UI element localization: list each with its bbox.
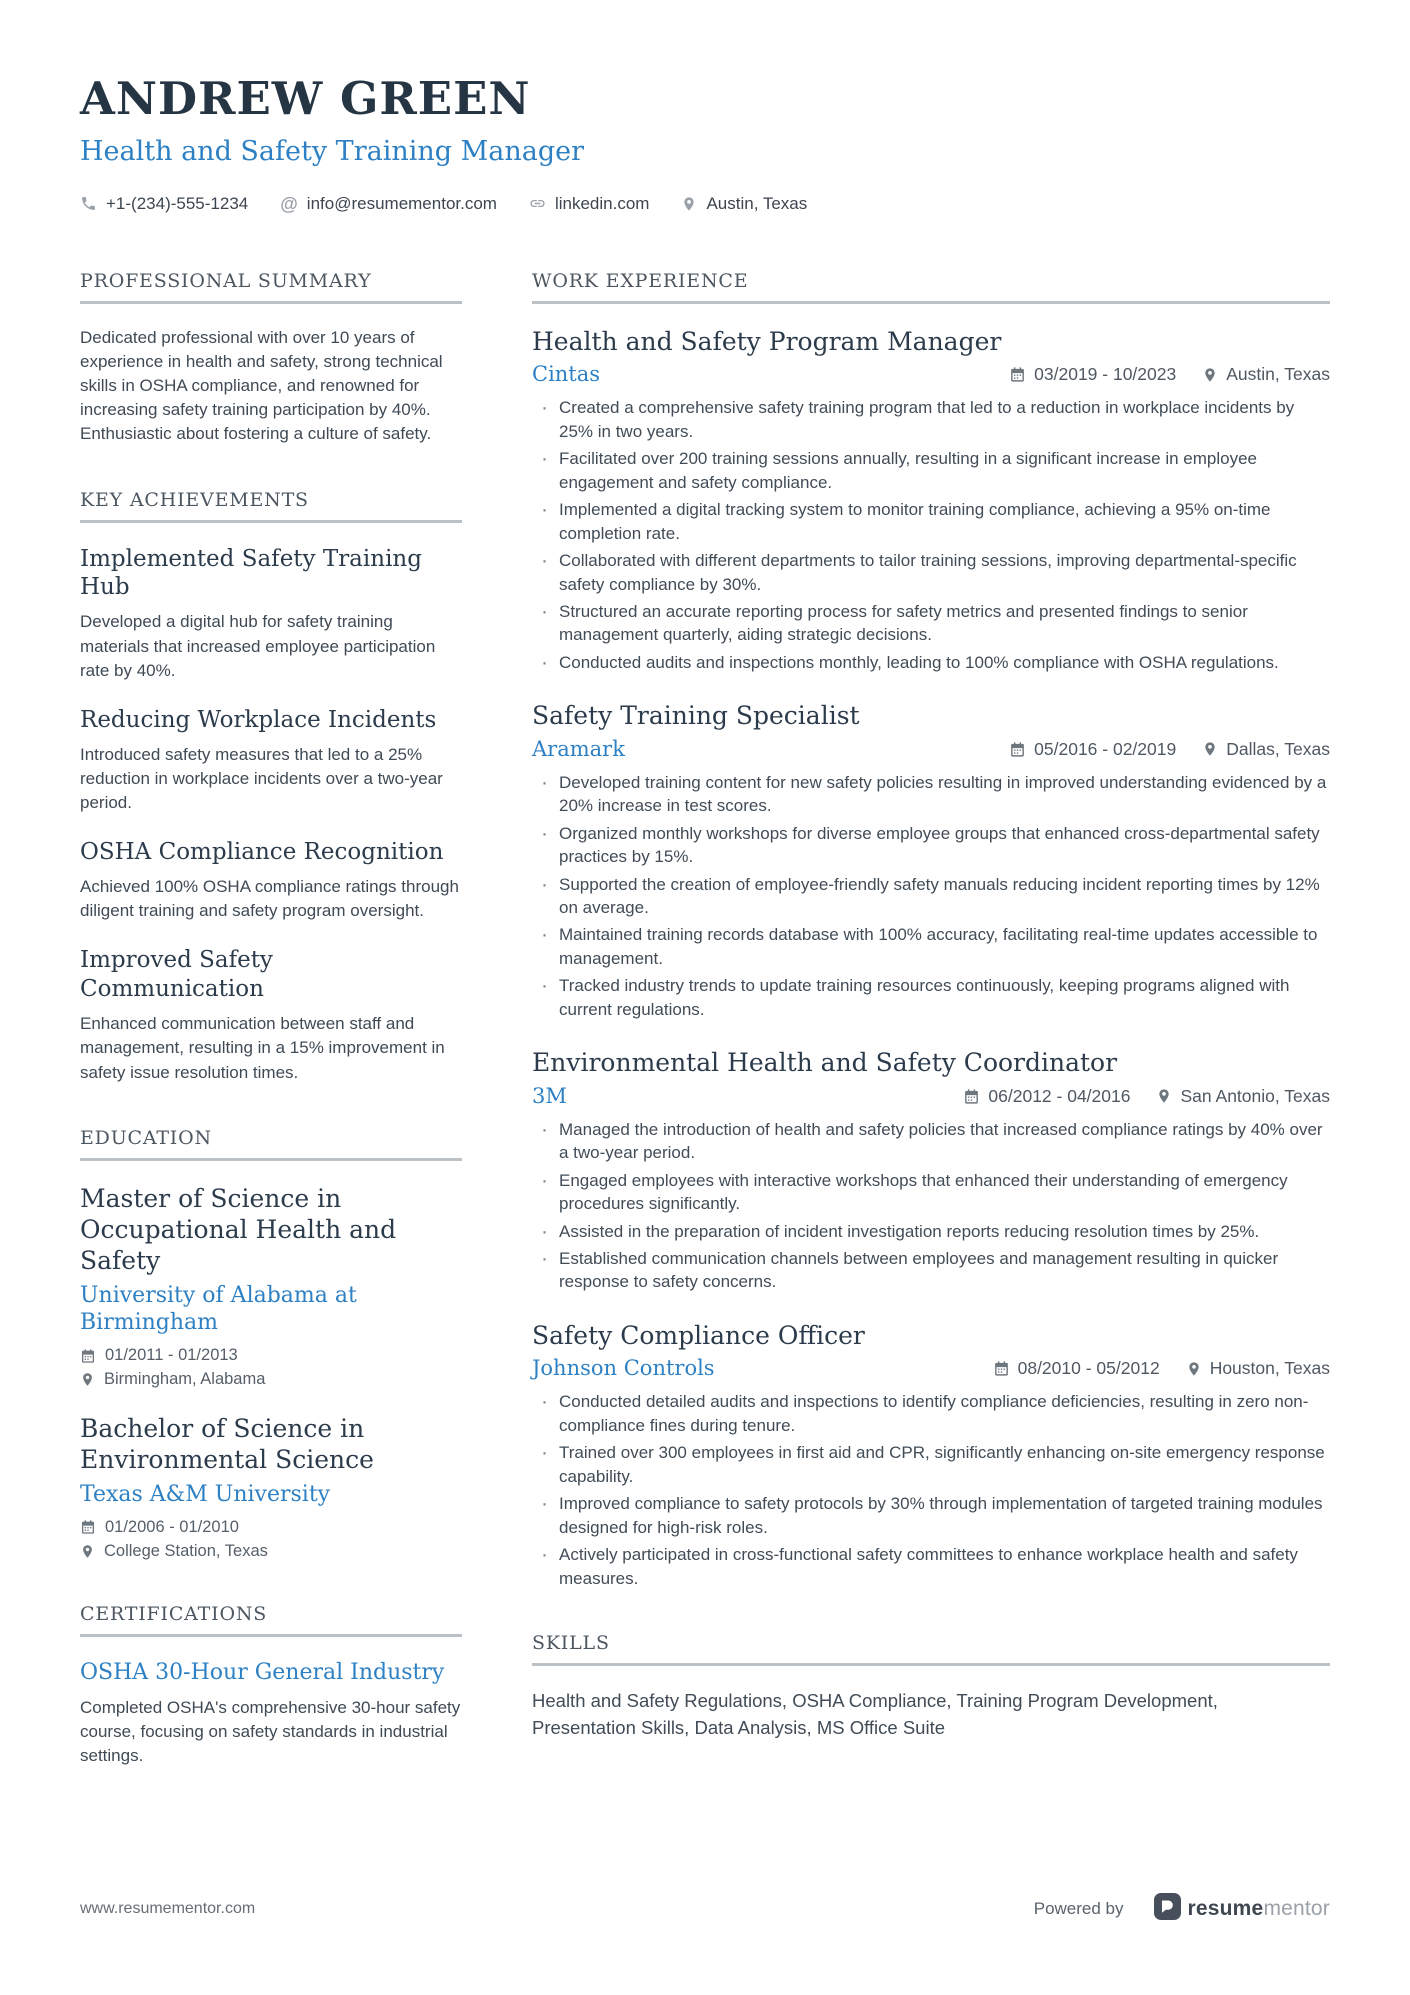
- summary-heading: PROFESSIONAL SUMMARY: [80, 270, 462, 304]
- job-bullet: · Facilitated over 200 training sessions annually, resulting in a significant increase in employee engagement and safety compliance.: [532, 447, 1330, 494]
- job-dates: 06/2012 - 04/2016: [988, 1085, 1131, 1106]
- education-school: Texas A&M University: [80, 1482, 331, 1508]
- calendar-icon: [963, 1088, 980, 1105]
- calendar-icon: [80, 1348, 96, 1364]
- job-entry: [532, 1320, 1330, 1590]
- education-location: Birmingham, Alabama: [104, 1370, 266, 1389]
- job-meta-row: [532, 362, 1330, 387]
- certification-item: [80, 1659, 462, 1768]
- achievement-title: Implemented Safety Training Hub: [80, 545, 422, 601]
- job-bullet: · Supported the creation of employee-friendly safety manuals reducing incident reporting times by 12% on average.: [532, 873, 1330, 920]
- job-bullet: · Implemented a digital tracking system to monitor training compliance, achieving a 95% on-time completion rate.: [532, 498, 1330, 545]
- achievement-title: Improved Safety Communication: [80, 947, 273, 1003]
- job-bullet: · Trained over 300 employees in first aid and CPR, significantly enhancing on-site emergency response capability.: [532, 1441, 1330, 1488]
- job-dates-chunk: [993, 1358, 1160, 1379]
- job-entry: [532, 326, 1330, 674]
- job-bullet: · Assisted in the preparation of incident investigation reports reducing resolution times by 25%.: [532, 1220, 1330, 1243]
- achievement-title: Reducing Workplace Incidents: [80, 706, 437, 733]
- left-column: [80, 270, 462, 1810]
- education-location-row: [80, 1542, 462, 1561]
- job-title: Environmental Health and Safety Coordinator: [532, 1048, 1118, 1078]
- job-dates: 05/2016 - 02/2019: [1034, 738, 1177, 759]
- achievement-item: [80, 946, 462, 1084]
- contact-email[interactable]: [280, 194, 497, 214]
- link-icon: [529, 195, 546, 212]
- job-entry: [532, 1047, 1330, 1294]
- role-title: Health and Safety Training Manager: [80, 135, 585, 167]
- job-title: Health and Safety Program Manager: [532, 326, 1002, 356]
- education-list: [80, 1183, 462, 1561]
- header: [0, 0, 1410, 214]
- job-title: Safety Compliance Officer: [532, 1320, 865, 1350]
- job-location-chunk: [1156, 1086, 1330, 1107]
- education-item: [80, 1183, 462, 1389]
- job-bullet: · Created a comprehensive safety training program that led to a reduction in workplace incidents by 25% in two years.: [532, 396, 1330, 443]
- logo-text-light: mentor: [1263, 1897, 1330, 1920]
- location-icon: [80, 1544, 95, 1559]
- calendar-icon: [80, 1519, 96, 1535]
- contact-linkedin[interactable]: [529, 194, 650, 214]
- job-bullets: [532, 396, 1330, 674]
- job-bullet: · Improved compliance to safety protocols by 30% through implementation of targeted training modules designed for high-risk roles.: [532, 1492, 1330, 1539]
- job-entry: [532, 700, 1330, 1021]
- job-meta-right: [993, 1358, 1330, 1379]
- skills-heading: SKILLS: [532, 1632, 1330, 1666]
- job-meta-right: [1009, 364, 1330, 385]
- education-dates: 01/2011 - 01/2013: [105, 1346, 238, 1365]
- education-dates-row: [80, 1518, 462, 1537]
- job-meta-row: [532, 737, 1330, 762]
- section-skills: [532, 1632, 1330, 1742]
- job-location: Dallas, Texas: [1226, 738, 1330, 759]
- job-location: Austin, Texas: [1226, 364, 1330, 385]
- job-bullet: · Managed the introduction of health and safety policies that increased compliance ratings by 40% over a two-year period.: [532, 1118, 1330, 1165]
- education-item: [80, 1413, 462, 1561]
- job-bullet: · Conducted audits and inspections monthly, leading to 100% compliance with OSHA regulations.: [532, 651, 1330, 674]
- achievement-text: Developed a digital hub for safety training materials that increased employee participation rate by 40%.: [80, 612, 436, 680]
- right-column: [532, 270, 1330, 1784]
- education-location-row: [80, 1370, 462, 1389]
- job-dates: 08/2010 - 05/2012: [1017, 1358, 1160, 1379]
- at-icon: @: [280, 193, 298, 214]
- education-heading: EDUCATION: [80, 1127, 462, 1161]
- section-work-experience: [532, 270, 1330, 1590]
- calendar-icon: [1009, 741, 1026, 758]
- job-bullet: · Collaborated with different departments to tailor training sessions, improving departmental-specific safety compliance by 30%.: [532, 549, 1330, 596]
- contact-phone[interactable]: [80, 194, 248, 214]
- calendar-icon: [1009, 366, 1026, 383]
- job-bullet: · Developed training content for new safety policies resulting in improved understanding evidenced by a 20% increase in test scores.: [532, 771, 1330, 818]
- job-meta-right: [963, 1086, 1330, 1107]
- job-bullet: · Actively participated in cross-functional safety committees to enhance workplace health and safety measures.: [532, 1543, 1330, 1590]
- job-bullet: · Conducted detailed audits and inspections to identify compliance deficiencies, resulting in zero non-compliance fines during tenure.: [532, 1390, 1330, 1437]
- job-dates-chunk: [963, 1086, 1130, 1107]
- achievement-text: Enhanced communication between staff and management, resulting in a 15% improvement in safety issue resolution times.: [80, 1014, 445, 1082]
- job-dates-chunk: [1009, 364, 1176, 385]
- education-degree: Master of Science in Occupational Health and Safety: [80, 1183, 397, 1275]
- jobs-list: [532, 326, 1330, 1590]
- location-icon: [1202, 741, 1218, 757]
- job-bullet: · Tracked industry trends to update training resources continuously, keeping programs aligned with current regulations.: [532, 974, 1330, 1021]
- job-company: Johnson Controls: [532, 1356, 715, 1381]
- section-certifications: [80, 1603, 462, 1768]
- logo-text: [1188, 1897, 1330, 1921]
- job-title: Safety Training Specialist: [532, 701, 860, 731]
- job-location: Houston, Texas: [1209, 1358, 1330, 1379]
- job-bullet: · Engaged employees with interactive workshops that enhanced their understanding of emergency procedures significantly.: [532, 1169, 1330, 1216]
- achievement-item: [80, 706, 462, 815]
- section-education: [80, 1127, 462, 1561]
- job-bullet: · Established communication channels between employees and management resulting in quicker response to safety concerns.: [532, 1247, 1330, 1294]
- job-location-chunk: [1186, 1358, 1330, 1379]
- job-bullet: · Structured an accurate reporting process for safety metrics and presented findings to senior management quarterly, aiding strategic decisions.: [532, 600, 1330, 647]
- achievements-list: [80, 545, 462, 1085]
- education-location: College Station, Texas: [104, 1541, 268, 1560]
- achievements-heading: KEY ACHIEVEMENTS: [80, 489, 462, 523]
- contact-email-text: info@resumementor.com: [306, 193, 497, 213]
- powered-by-text: Powered by: [1033, 1899, 1124, 1918]
- job-bullets: [532, 1390, 1330, 1590]
- resumementor-logo[interactable]: [1154, 1893, 1330, 1925]
- achievement-item: [80, 545, 462, 683]
- job-location: San Antonio, Texas: [1180, 1085, 1330, 1106]
- achievement-item: [80, 838, 462, 923]
- certifications-list: [80, 1659, 462, 1768]
- achievement-text: Introduced safety measures that led to a 25% reduction in workplace incidents over a two-year period.: [80, 744, 443, 813]
- job-company: 3M: [532, 1083, 567, 1108]
- location-icon: [1202, 367, 1218, 383]
- location-icon: [80, 1372, 95, 1387]
- phone-icon: [80, 195, 97, 212]
- experience-heading: WORK EXPERIENCE: [532, 270, 1330, 304]
- contact-linkedin-text: linkedin.com: [554, 193, 650, 213]
- location-icon: [1156, 1088, 1172, 1104]
- job-bullets: [532, 771, 1330, 1022]
- certification-text: Completed OSHA's comprehensive 30-hour safety course, focusing on safety standards in industrial settings.: [80, 1697, 461, 1765]
- skills-text: Health and Safety Regulations, OSHA Compliance, Training Program Development, Presentation Skills, Data Analysis, MS Office Suite: [532, 1689, 1218, 1738]
- job-bullet: · Maintained training records database with 100% accuracy, facilitating real-time updates accessible to management.: [532, 923, 1330, 970]
- job-company: Cintas: [532, 362, 601, 387]
- education-dates-row: [80, 1346, 462, 1365]
- job-meta-right: [1009, 739, 1330, 760]
- education-dates: 01/2006 - 01/2010: [105, 1517, 239, 1536]
- education-school: University of Alabama at Birmingham: [80, 1282, 357, 1336]
- certification-title: OSHA 30-Hour General Industry: [80, 1659, 445, 1685]
- education-degree: Bachelor of Science in Environmental Science: [80, 1414, 374, 1475]
- resumementor-logo-icon: [1154, 1893, 1181, 1925]
- achievement-title: OSHA Compliance Recognition: [80, 839, 444, 866]
- footer: [80, 1893, 1330, 1925]
- job-location-chunk: [1202, 364, 1330, 385]
- job-company: Aramark: [532, 736, 625, 761]
- job-bullets: [532, 1118, 1330, 1294]
- powered-by-group: [1034, 1893, 1330, 1925]
- job-meta-row: [532, 1356, 1330, 1381]
- footer-website-link[interactable]: www.resumementor.com: [80, 1900, 256, 1917]
- contact-row: [80, 194, 1330, 214]
- content-columns: [0, 270, 1410, 1810]
- section-professional-summary: [80, 270, 462, 447]
- location-icon: [1186, 1361, 1202, 1377]
- job-meta-row: [532, 1084, 1330, 1109]
- name: ANDREW GREEN: [80, 72, 531, 125]
- contact-phone-text: +1-(234)-555-1234: [106, 193, 249, 213]
- achievement-text: Achieved 100% OSHA compliance ratings through diligent training and safety program oversight.: [80, 877, 459, 921]
- certifications-heading: CERTIFICATIONS: [80, 1603, 462, 1637]
- logo-text-bold: resume: [1187, 1897, 1264, 1920]
- location-icon: [681, 196, 697, 212]
- section-key-achievements: [80, 489, 462, 1085]
- contact-location: [681, 194, 807, 214]
- job-location-chunk: [1202, 739, 1330, 760]
- summary-text: Dedicated professional with over 10 years of experience in health and safety, strong technical skills in OSHA compliance, and renowned for increasing safety training participation by 40%. Enthusiastic about fostering a culture of safety.: [80, 327, 443, 444]
- job-bullet: · Organized monthly workshops for diverse employee groups that enhanced cross-departmental safety practices by 15%.: [532, 822, 1330, 869]
- contact-location-text: Austin, Texas: [706, 193, 808, 213]
- calendar-icon: [993, 1360, 1010, 1377]
- job-dates: 03/2019 - 10/2023: [1034, 364, 1177, 385]
- job-dates-chunk: [1009, 739, 1176, 760]
